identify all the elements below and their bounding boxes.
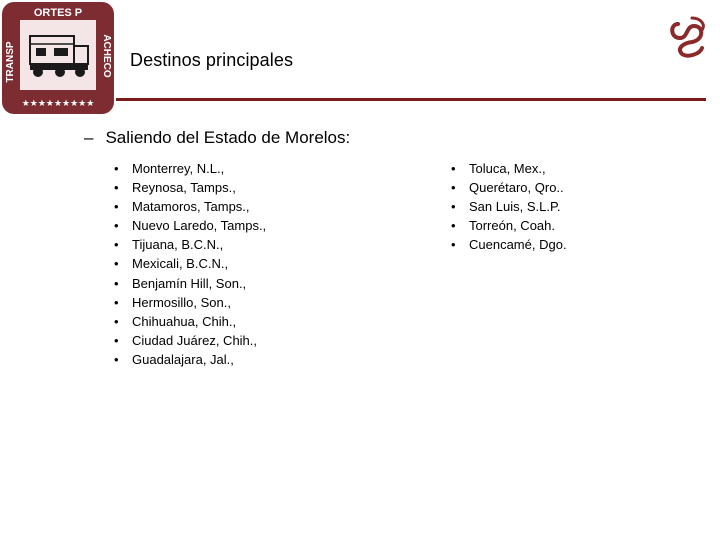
destinations-list-right xyxy=(451,159,567,254)
logo-ring-top: ORTES P xyxy=(33,7,83,19)
company-logo xyxy=(0,0,116,116)
section-heading xyxy=(84,128,350,148)
list-item: • Torreón, Coah. xyxy=(451,216,567,235)
heading-dash: – xyxy=(84,128,94,147)
list-item: • Querétaro, Qro.. xyxy=(451,178,567,197)
logo-ring-left: TRANSP xyxy=(5,41,16,83)
logo-ring-right: ACHECO xyxy=(101,34,112,78)
list-item: • Benjamín Hill, Son., xyxy=(114,274,266,293)
list-item: • Nuevo Laredo, Tamps., xyxy=(114,216,266,235)
destinations-list-left xyxy=(114,159,266,369)
list-item: • Monterrey, N.L., xyxy=(114,159,266,178)
title-divider xyxy=(116,98,706,101)
brand-monogram-icon xyxy=(664,12,712,60)
list-item: • Tijuana, B.C.N., xyxy=(114,235,266,254)
logo-stars: ★★★★★★★★★ xyxy=(21,99,95,109)
list-item: • Toluca, Mex., xyxy=(451,159,567,178)
page-title: Destinos principales xyxy=(130,50,294,70)
list-item: • Guadalajara, Jal., xyxy=(114,350,266,369)
logo-badge-icon xyxy=(0,0,116,116)
heading-text: Saliendo del Estado de Morelos: xyxy=(105,128,351,147)
list-item: • Mexicali, B.C.N., xyxy=(114,254,266,273)
list-item: • Chihuahua, Chih., xyxy=(114,312,266,331)
list-item: • Hermosillo, Son., xyxy=(114,293,266,312)
list-item: • Reynosa, Tamps., xyxy=(114,178,266,197)
list-item: • San Luis, S.L.P. xyxy=(451,197,567,216)
list-item: • Cuencamé, Dgo. xyxy=(451,235,567,254)
list-item: • Ciudad Juárez, Chih., xyxy=(114,331,266,350)
list-item: • Matamoros, Tamps., xyxy=(114,197,266,216)
